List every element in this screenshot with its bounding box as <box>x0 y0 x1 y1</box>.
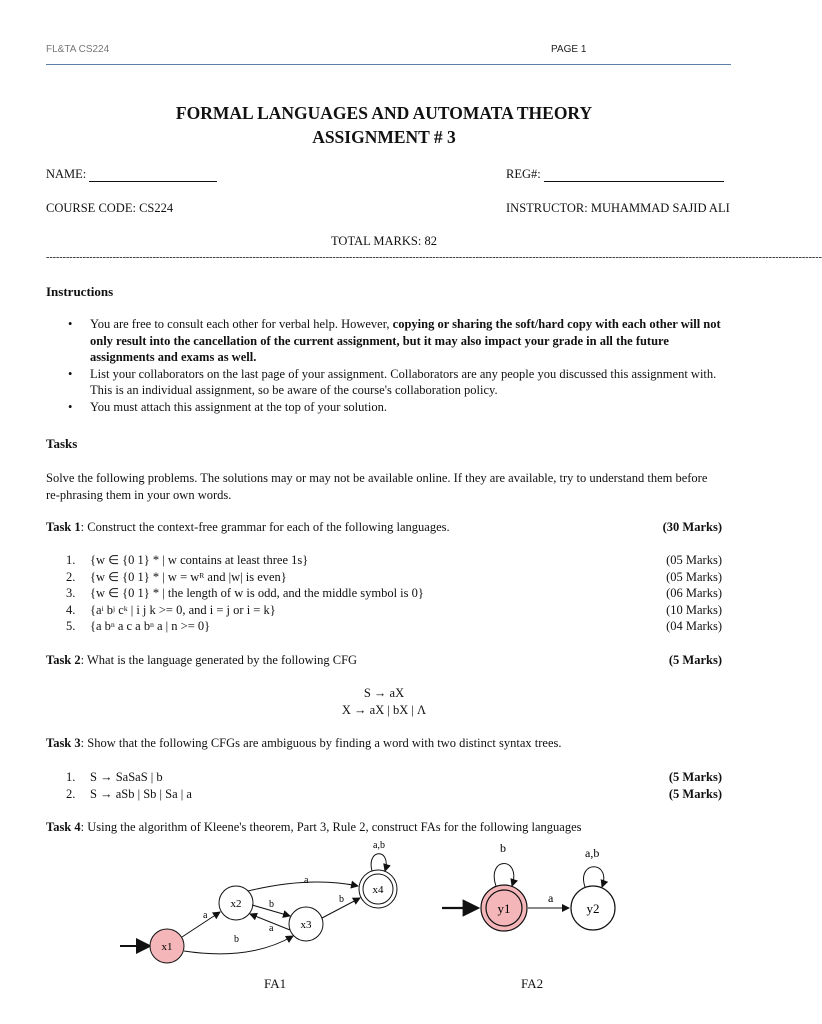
fa2-edge-label-y2-loop: a,b <box>585 846 600 860</box>
tasks-intro: Solve the following problems. The solutions may or may not be available online. If they are available, try to understand them before re-phrasing them in your own words. <box>46 471 708 502</box>
task3-items <box>46 769 722 802</box>
fa1-caption: FA1 <box>264 976 287 991</box>
reg-blank[interactable] <box>544 168 724 182</box>
fa1-state-label-x1: x1 <box>161 941 173 953</box>
fa2-diagram <box>436 836 636 966</box>
dashed-separator: ----------------------------------------------------------------------------------------------------------------------------------------------------------------------------------------------------------------------------------------- <box>46 252 822 263</box>
list-item: 2. {w ∈ {0 1} * | $w = w^R$ and |w| is even} (05 Marks) <box>66 569 722 584</box>
fa1-edge-x2-x4 <box>248 882 358 891</box>
fa2-caption: FA2 <box>521 976 544 991</box>
tasks-heading: Tasks <box>46 436 78 451</box>
name-blank[interactable] <box>89 168 217 182</box>
header-course-tag: FL&TA CS224 <box>46 44 110 55</box>
instruction-item: • List your collaborators on the last page of your assignment. Collaborators are any people you discussed this assignment with. This is an individual assignment, so be aware of the course's collaboration policy. <box>46 366 722 399</box>
task4-line <box>46 820 722 835</box>
fa1-edge-label-x4-loop: a,b <box>373 840 385 851</box>
fa2-edge-y1-loop <box>494 864 514 887</box>
fa1-edge-label-x1-x3: b <box>234 934 239 945</box>
list-item: 3. {w ∈ {0 1} * | the length of w is odd, and the middle symbol is 0} (06 Marks) <box>66 586 722 600</box>
total-marks: TOTAL MARKS: 82 <box>331 234 437 248</box>
assignment-number: ASSIGNMENT # 3 <box>312 127 456 147</box>
fa1-state-label-x2: x2 <box>230 898 242 910</box>
document-title: FORMAL LANGUAGES AND AUTOMATA THEORY <box>175 103 593 123</box>
fa2-state-label-y1: y1 <box>497 901 511 916</box>
name-field <box>46 167 217 182</box>
fa1-edge-x1-x2 <box>182 912 220 937</box>
fa2-edge-label-y1-loop: b <box>500 841 506 855</box>
cfg-rule-x: X → aX | bX | Λ <box>341 703 427 717</box>
task2-label: Task 2 <box>46 653 81 667</box>
fa2-edge-label-y1-y2: a <box>548 891 554 905</box>
instruction-item: • You are free to consult each other for verbal help. However, copying or sharing the soft/hard copy with each other will not only result into the cancellation of the current assignment, but it may also impact your grade in all the future assignments and exams as well. <box>46 316 722 366</box>
task4-label: Task 4 <box>46 820 81 834</box>
header-divider <box>46 64 731 65</box>
task2-text: : What is the language generated by the following CFG <box>80 653 358 667</box>
task4-text: : Using the algorithm of Kleene's theorem, Part 3, Rule 2, construct FAs for the following languages <box>80 820 582 834</box>
task3-label: Task 3 <box>46 736 81 750</box>
fa2-state-label-y2: y2 <box>586 901 600 916</box>
instructions-list <box>46 316 722 415</box>
header-page-number: PAGE 1 <box>551 44 587 55</box>
fa1-edge-label-x2-x4: a <box>304 875 309 886</box>
fa1-diagram <box>110 836 420 976</box>
task1-label: Task 1 <box>46 520 81 534</box>
list-item: 5. {a $b^n$ a c a $b^n$ a | n >= 0} (04 Marks) <box>66 619 722 633</box>
fa1-state-label-x3: x3 <box>300 919 312 931</box>
name-label: NAME: <box>46 167 87 181</box>
fa2-edge-y2-loop <box>584 867 604 887</box>
cfg-rule-s: S → aX <box>363 686 405 700</box>
task2-line <box>46 653 722 668</box>
reg-field <box>506 167 724 182</box>
task2-marks: (5 Marks) <box>668 653 722 667</box>
fa1-edge-x4-loop <box>371 854 386 871</box>
task3-line <box>46 736 722 751</box>
fa1-edge-label-x2-x3: b <box>269 899 274 910</box>
instructions-heading: Instructions <box>46 284 114 299</box>
fa1-edge-label-x1-x2: a <box>203 910 208 921</box>
list-item: 4. {$a^i$ $b^j$ $c^k$ | i j k >= 0, and i = j or i = k} (10 Marks) <box>66 602 722 617</box>
list-item: 2. S → aSb | Sb | Sa | a (5 Marks) <box>66 786 722 801</box>
course-code: COURSE CODE: CS224 <box>46 201 174 215</box>
task3-text: : Show that the following CFGs are ambiguous by finding a word with two distinct syntax trees. <box>80 736 562 750</box>
task1-marks: (30 Marks) <box>662 520 722 534</box>
list-item: 1. S → SaSaS | b (5 Marks) <box>66 770 722 784</box>
reg-label: REG#: <box>506 167 541 181</box>
task1-line <box>46 520 722 535</box>
list-item: 1. {w ∈ {0 1} * | w contains at least three 1s} (05 Marks) <box>66 553 722 567</box>
fa1-edge-label-x3-x2: a <box>269 923 274 934</box>
task1-text: : Construct the context-free grammar for each of the following languages. <box>80 520 450 534</box>
fa1-edge-label-x3-x4: b <box>339 894 344 905</box>
fa1-state-label-x4: x4 <box>372 884 384 896</box>
instruction-item: • You must attach this assignment at the top of your solution. <box>46 399 722 416</box>
instructor: INSTRUCTOR: MUHAMMAD SAJID ALI <box>506 201 730 215</box>
task1-items <box>46 552 722 635</box>
